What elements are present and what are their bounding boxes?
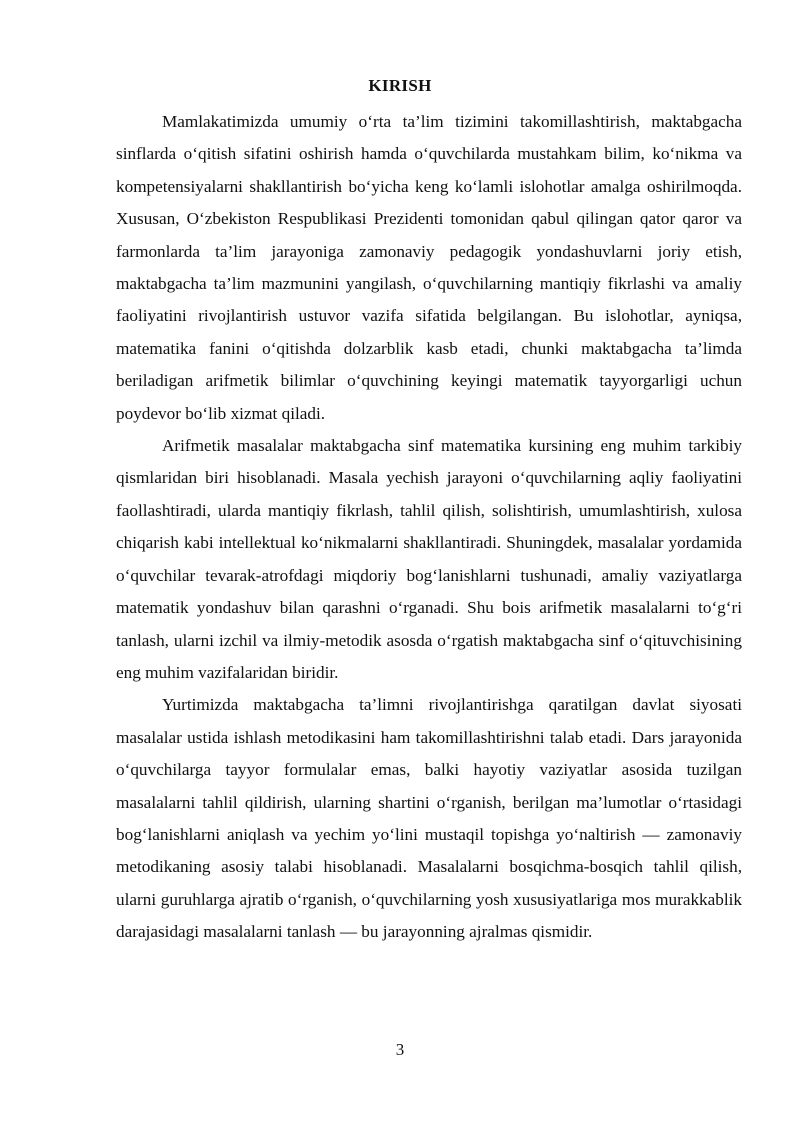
section-heading: KIRISH [368, 76, 432, 95]
paragraph-2: Arifmetik masalalar maktabgacha sinf matematika kursining eng muhim tarkibiy qismlaridan biri hisoblanadi. Masala yechish jarayoni o‘quvchilarning aqliy faoliyatini faollashtiradi, ularda mantiqiy fikrlash, tahlil qilish, solishtirish, umumlashtirish, xulosa chiqarish kabi intellektual ko‘nikmalarni shakllantiradi. Shuningdek, masalalar yordamida o‘quvchilar tevarak-atrofdagi miqdoriy bog‘lanishlarni tushunadi, amaliy vaziyatlarga matematik yondashuv bilan qarashni o‘rganadi. Shu bois arifmetik masalalarni to‘g‘ri tanlash, ularni izchil va ilmiy-metodik asosda o‘rgatish maktabgacha sinf o‘qituvchisining eng muhim vazifalaridan biridir. [116, 436, 742, 682]
page-number: 3 [395, 1040, 405, 1059]
body-text [116, 106, 742, 949]
paragraph-3: Yurtimizda maktabgacha ta’limni rivojlantirishga qaratilgan davlat siyosati masalalar ustida ishlash metodikasini ham takomillashtirishni talab etadi. Dars jarayonida o‘quvchilarga tayyor formulalar emas, balki hayotiy vaziyatlar asosida tuzilgan masalalarni tahlil qildirish, ularning shartini o‘rganish, berilgan ma’lumotlar o‘rtasidagi bog‘lanishlarni aniqlash va yechim yo‘lini mustaqil topishga yo‘naltirish — zamonaviy metodikaning asosiy talabi hisoblanadi. Masalalarni bosqichma-bosqich tahlil qilish, ularni guruhlarga ajratib o‘rganish, o‘quvchilarning yosh xususiyatlariga mos murakkablik darajasidagi masalalarni tanlash — bu jarayonning ajralmas qismidir. [116, 695, 742, 942]
paragraph-1: Mamlakatimizda umumiy o‘rta ta’lim tizimini takomillashtirish, maktabgacha sinflarda o‘qitish sifatini oshirish hamda o‘quvchilarda mustahkam bilim, ko‘nikma va kompetensiyalarni shakllantirish bo‘yicha keng ko‘lamli islohotlar amalga oshirilmoqda. Xususan, O‘zbekiston Respublikasi Prezidenti tomonidan qabul qilingan qator qaror va farmonlarda ta’lim jarayoniga zamonaviy pedagogik yondashuvlarni joriy etish, maktabgacha ta’lim mazmunini yangilash, o‘quvchilarning mantiqiy fikrlashi va amaliy faoliyatini rivojlantirish ustuvor vazifa sifatida belgilangan. Bu islohotlar, ayniqsa, matematika fanini o‘qitishda dolzarblik kasb etadi, chunki maktabgacha ta’limda beriladigan arifmetik bilimlar o‘quvchining keyingi matematik tayyorgarligi uchun poydevor bo‘lib xizmat qiladi. [116, 112, 742, 423]
